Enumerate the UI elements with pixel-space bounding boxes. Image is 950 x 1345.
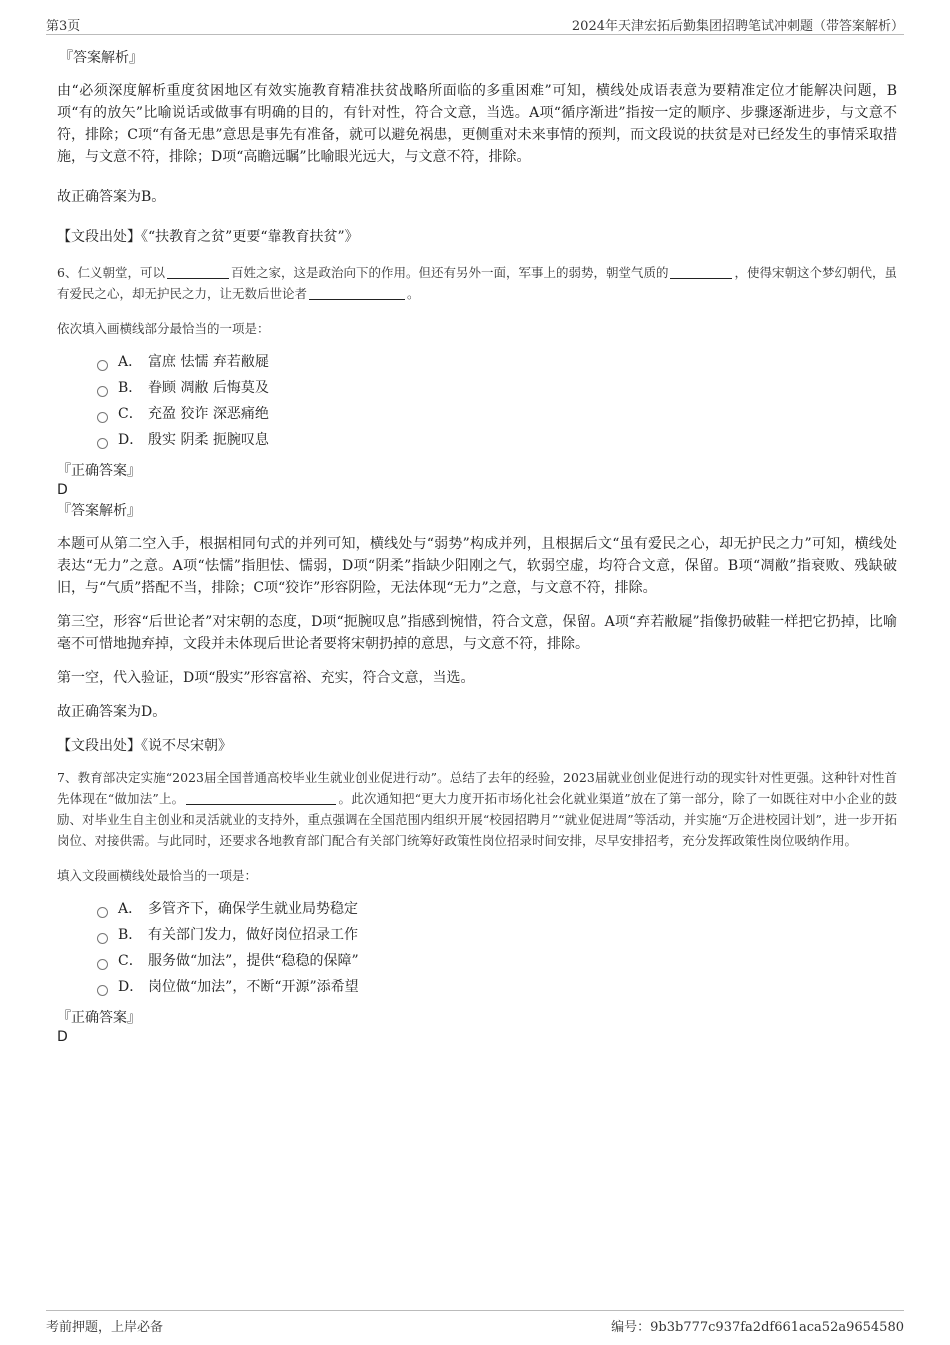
radio-button-icon[interactable] <box>97 959 108 970</box>
radio-button-icon[interactable] <box>97 933 108 944</box>
footer-slogan: 考前押题，上岸必备 <box>46 1320 164 1335</box>
radio-button-icon[interactable] <box>97 360 108 371</box>
q7-prompt: 填入文段画横线处最恰当的一项是： <box>57 868 258 883</box>
q6-source: 【文段出处】《说不尽宋朝》 <box>57 738 232 754</box>
q6-prompt: 依次填入画横线部分最恰当的一项是： <box>57 321 270 336</box>
q6-answer: D <box>57 482 68 498</box>
q6-answer-label: 『正确答案』 <box>57 463 141 479</box>
q6-conclusion: 故正确答案为D。 <box>57 704 167 720</box>
document-title: 2024年天津宏拓后勤集团招聘笔试冲刺题（带答案解析） <box>571 19 904 34</box>
page-number: 第3页 <box>46 19 81 34</box>
q6-blank-3 <box>309 285 405 300</box>
q6-analysis-p2: 第三空，形容“后世论者”对宋朝的态度，D项“扼腕叹息”指感到惋惜，符合文意，保留。A项“弃若敝屣”指像扔破鞋一样把它扔掉，比喻毫不可惜地抛弃掉，文段并未体现后世论者要将宋朝扔掉的意思，与文意不符，排除。 <box>57 614 897 652</box>
q6-stem: 6、仁义朝堂，可以 百姓之家，这是政治向下的作用。但还有另外一面，军事上的弱势，朝堂气质的 ，使得宋朝这个梦幻朝代，虽有爱民之心，却无护民之力，让无数后世论者 。 <box>57 265 897 301</box>
page-header <box>46 12 904 35</box>
q6-analysis-p1: 本题可从第二空入手，根据相同句式的并列可知，横线处与“弱势”构成并列，且根据后文“虽有爱民之心，却无护民之力”可知，横线处表达“无力”之意。A项“怯懦”指胆怯、懦弱，D项“阴柔”指缺少阳刚之气，软弱空虚，均符合文意，保留。B项“凋敝”指衰败、残缺破旧，与“气质”搭配不当，排除；C项“狡诈”形容阴险，无法体现“无力”之意，与文意不符，排除。 <box>57 536 897 596</box>
q5-analysis-label: 『答案解析』 <box>59 50 143 66</box>
radio-button-icon[interactable] <box>97 438 108 449</box>
q5-analysis-text: 由“必须深度解析重度贫困地区有效实施教育精准扶贫战略所面临的多重困难”可知，横线处成语表意为要精准定位才能解决问题，B项“有的放矢”比喻说话或做事有明确的目的，有针对性，符合文意，当选。A项“循序渐进”指按一定的顺序、步骤逐渐进步，与文意不符，排除；C项“有备无患”意思是事先有准备，就可以避免祸患，更侧重对未来事情的预判，而文段说的扶贫是对已经发生的事情采取措施，与文意不符，排除；D项“高瞻远瞩”比喻眼光远大，与文意不符，排除。 <box>57 83 897 165</box>
radio-button-icon[interactable] <box>97 907 108 918</box>
page-footer <box>46 1310 904 1337</box>
q6-option-c[interactable]: C． 充盈 狡诈 深恶痛绝 <box>97 401 897 427</box>
radio-button-icon[interactable] <box>97 412 108 423</box>
q7-blank <box>186 790 336 805</box>
q6-option-a[interactable]: A． 富庶 怯懦 弃若敝屣 <box>97 349 897 375</box>
q7-option-c[interactable]: C． 服务做“加法”，提供“稳稳的保障” <box>97 948 897 974</box>
q6-option-d[interactable]: D． 殷实 阴柔 扼腕叹息 <box>97 427 897 453</box>
document-id: 编号：9b3b777c937fa2df661aca52a9654580 <box>611 1320 904 1335</box>
q6-analysis-label: 『答案解析』 <box>57 503 141 519</box>
q7-stem: 7、教育部决定实施“2023届全国普通高校毕业生就业创业促进行动”。总结了去年的经验，2023届就业创业促进行动的现实针对性更强。这种针对性首先体现在“做加法”上。 。此次通知把“更大力度开拓市场化社会化就业渠道”放在了第一部分，除了一如既往对中小企业的鼓励、对毕业生自主创业和灵活就业的支持外，重点强调在全国范围内组织开展“校园招聘月”“就业促进周”等活动，并实施“万企进校园计划”，进一步开拓岗位、对接供需。与此同时，还要求各地教育部门配合有关部门统筹好政策性岗位招录时间安排，尽早安排招考，充分发挥政策性岗位吸纳作用。 <box>57 770 898 848</box>
q7-answer: D <box>57 1029 68 1045</box>
q7-options <box>97 896 897 1000</box>
q5-conclusion: 故正确答案为B。 <box>57 189 166 205</box>
document-body <box>57 48 897 1046</box>
q6-option-b[interactable]: B． 眷顾 凋敝 后悔莫及 <box>97 375 897 401</box>
q5-source: 【文段出处】《“扶教育之贫”更要“靠教育扶贫”》 <box>57 229 359 245</box>
q7-answer-label: 『正确答案』 <box>57 1010 141 1026</box>
q6-blank-2 <box>670 264 732 279</box>
q7-option-d[interactable]: D． 岗位做“加法”，不断“开源”添希望 <box>97 974 897 1000</box>
radio-button-icon[interactable] <box>97 985 108 996</box>
q6-analysis-p3: 第一空，代入验证，D项“殷实”形容富裕、充实，符合文意，当选。 <box>57 670 475 686</box>
q7-option-a[interactable]: A． 多管齐下，确保学生就业局势稳定 <box>97 896 897 922</box>
q6-options <box>97 349 897 453</box>
q6-blank-1 <box>167 264 229 279</box>
radio-button-icon[interactable] <box>97 386 108 397</box>
q7-option-b[interactable]: B． 有关部门发力，做好岗位招录工作 <box>97 922 897 948</box>
